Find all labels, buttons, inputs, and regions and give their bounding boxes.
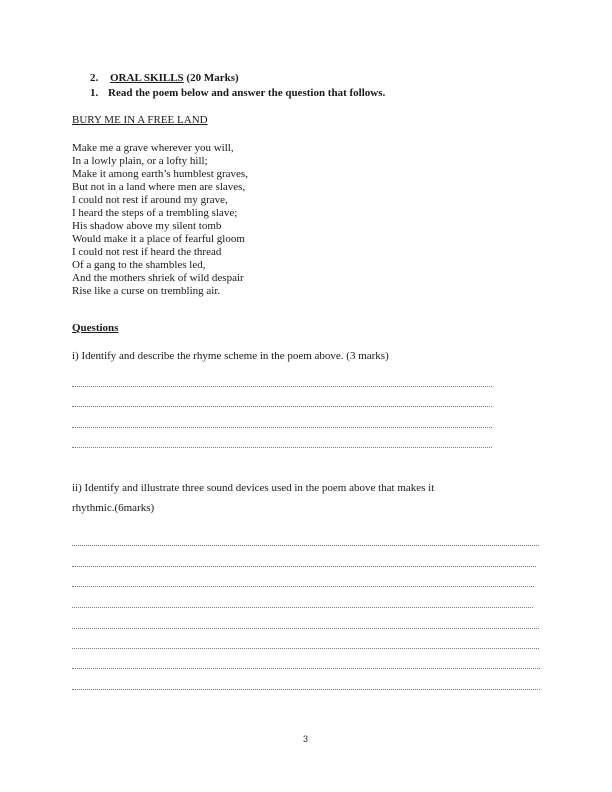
poem-line: And the mothers shriek of wild despair — [72, 272, 244, 284]
poem-title: BURY ME IN A FREE LAND — [72, 114, 208, 126]
question-1-label: i) Identify and describe the rhyme scheme in the poem above. (3 marks) — [72, 350, 389, 362]
answer-line[interactable] — [72, 689, 540, 691]
answer-line[interactable] — [72, 668, 540, 670]
answer-line[interactable] — [72, 586, 534, 588]
instruction-number: 1. — [90, 87, 99, 99]
section-number: 2. — [90, 72, 99, 84]
instruction-text: Read the poem below and answer the question that follows. — [108, 87, 386, 99]
poem-line: But not in a land where men are slaves, — [72, 181, 246, 193]
instruction — [90, 87, 385, 100]
poem-line: Would make it a place of fearful gloom — [72, 233, 245, 245]
question-2-label-line1: ii) Identify and illustrate three sound devices used in the poem above that makes it — [72, 482, 435, 494]
answer-line[interactable] — [72, 545, 539, 547]
answer-line[interactable] — [72, 406, 492, 408]
section-marks: (20 Marks) — [186, 72, 239, 84]
answer-line[interactable] — [72, 628, 539, 630]
poem-line: Of a gang to the shambles led, — [72, 259, 206, 271]
poem-line: Make it among earth’s humblest graves, — [72, 168, 248, 180]
question-2-label-line2: rhythmic.(6marks) — [72, 502, 155, 514]
answer-line[interactable] — [72, 386, 492, 388]
answer-line[interactable] — [72, 447, 492, 449]
answer-line[interactable] — [72, 566, 536, 568]
poem-line: I heard the steps of a trembling slave; — [72, 207, 238, 219]
answer-line[interactable] — [72, 607, 533, 609]
poem-line: I could not rest if heard the thread — [72, 246, 222, 258]
poem-line: In a lowly plain, or a lofty hill; — [72, 155, 208, 167]
poem-line: I could not rest if around my grave, — [72, 194, 228, 206]
questions-heading: Questions — [72, 322, 119, 334]
poem-line: Make me a grave wherever you will, — [72, 142, 234, 154]
section-title: ORAL SKILLS — [110, 72, 184, 84]
section-heading — [90, 72, 239, 85]
answer-line[interactable] — [72, 427, 492, 429]
answer-line[interactable] — [72, 648, 539, 650]
page-number: 3 — [303, 734, 309, 744]
poem-line: His shadow above my silent tomb — [72, 220, 222, 232]
poem-line: Rise like a curse on trembling air. — [72, 285, 221, 297]
